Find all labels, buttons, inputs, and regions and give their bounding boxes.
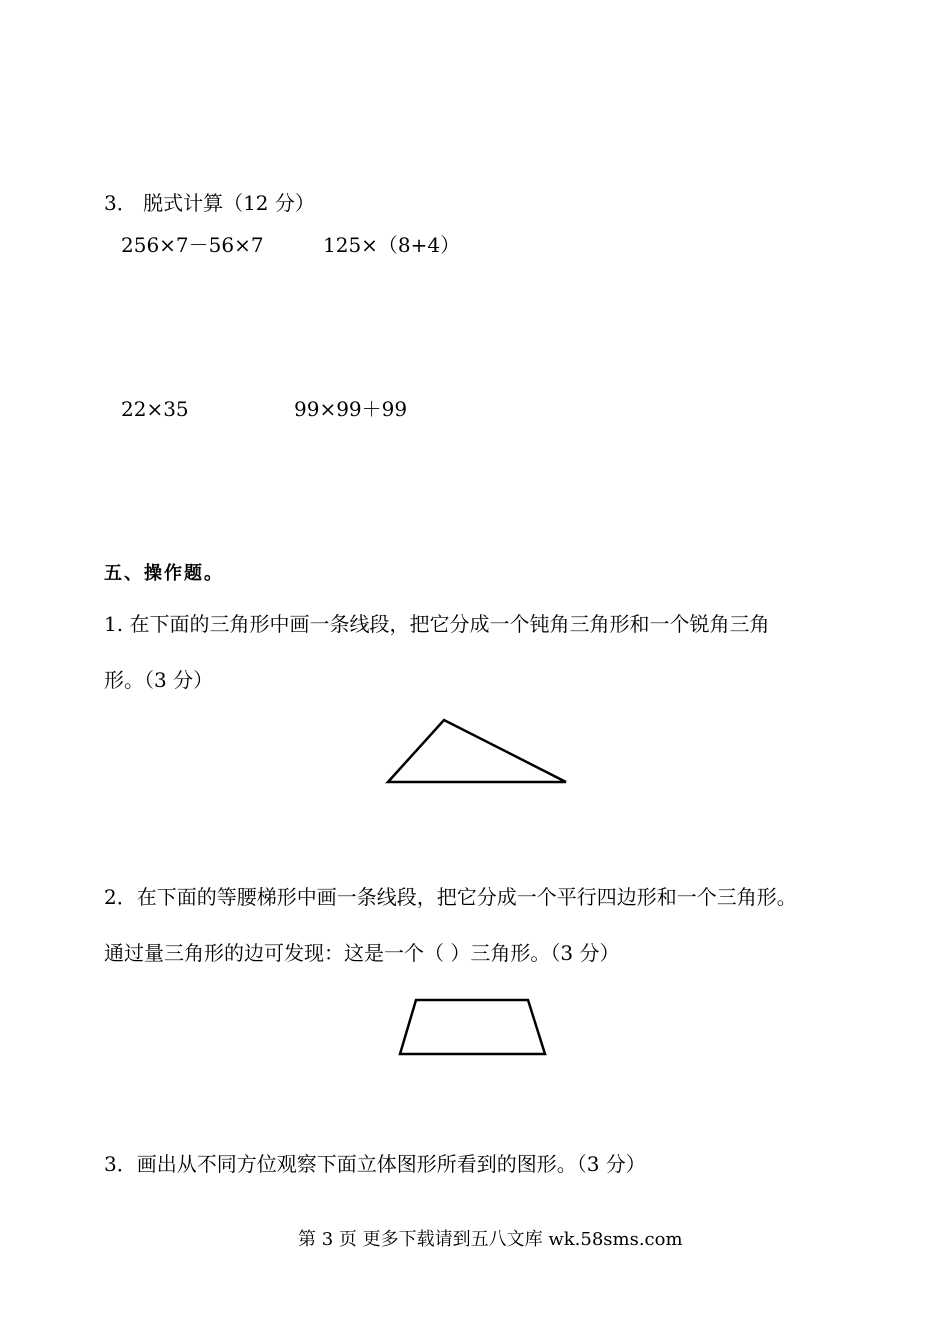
calc-problem-2: 125×（8+4）: [323, 233, 461, 257]
q1-text-line-1: 1. 在下面的三角形中画一条线段，把它分成一个钝角三角形和一个锐角三角: [104, 612, 770, 636]
q1-text-line-2: 形。（3 分）: [104, 668, 214, 692]
triangle-shape: [388, 720, 566, 782]
section-5-heading: 五、操作题。: [104, 563, 224, 584]
calc-problem-4: 99×99＋99: [294, 397, 408, 421]
calc-heading: 3． 脱式计算（12 分）: [104, 191, 315, 215]
calc-problem-3: 22×35: [121, 397, 189, 421]
q2-text-line-2: 通过量三角形的边可发现：这是一个（ ）三角形。（3 分）: [104, 941, 620, 965]
q2-text-line-1: 2．在下面的等腰梯形中画一条线段，把它分成一个平行四边形和一个三角形。: [104, 885, 797, 909]
calc-problem-1: 256×7－56×7: [121, 233, 264, 257]
trapezoid-shape: [400, 1000, 545, 1054]
q3-text-line-1: 3．画出从不同方位观察下面立体图形所看到的图形。（3 分）: [104, 1152, 646, 1176]
page-footer: 第 3 页 更多下载请到五八文库 wk.58sms.com: [298, 1229, 683, 1250]
